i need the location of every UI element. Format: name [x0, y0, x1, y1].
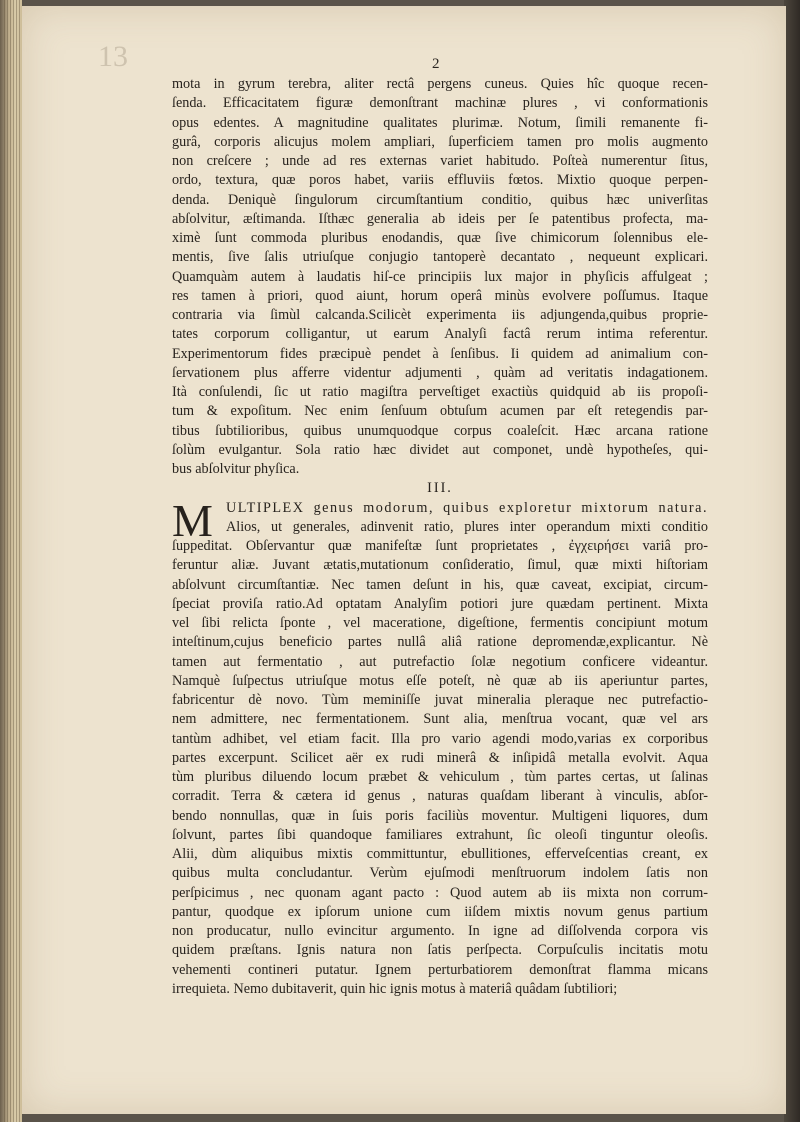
text-line: irrequieta. Nemo dubitaverit, quin hic ignis motus à materiâ quâdam ſubtiliori;	[172, 980, 618, 997]
page-number: 2	[432, 56, 440, 72]
text-line: res tamen à priori, quod aiunt, horum operâ minùs evolvere poſſumus. Itaque	[172, 287, 708, 304]
text-line: Alios, ut generales, adinvenit ratio, plures inter operandum mixti conditio	[226, 518, 708, 535]
text-line: ſolùm evulgantur. Sola ratio hæc dividet aut componet, undè hypotheſes, qui-	[172, 441, 708, 458]
ghost-folio: 13	[98, 40, 128, 73]
text-line: ſervationem plus afferre videntur adjumenti , quàm ad veritatis indagationem.	[172, 364, 708, 381]
text-line: ordo, textura, quæ poros habet, variis effluviis fœtos. Mixtio quoque perpen-	[172, 172, 708, 189]
text-line: Quamquàm autem à laudatis hiſ-ce principiis lux major in phyſicis affulgeat ;	[172, 268, 708, 285]
text-line: partes excerpunt. Scilicet aër ex rudi minerâ & inſipidâ metalla evolvit. Aqua	[172, 749, 708, 766]
text-line: inteſtinum,cujus beneficio partes nullâ aliâ ratione depromendæ,explicantur. Nè	[172, 634, 708, 651]
text-line: vel ſibi relicta ſponte , vel maceratione, digeſtione, fermentis concipiunt motum	[172, 615, 708, 631]
paragraph-1	[172, 75, 708, 479]
text-line: ſpeciat proviſa ratio.Ad optatam Analyſim potiori jure quædam pertinent. Mixta	[172, 595, 708, 612]
page-edges	[4, 0, 20, 1122]
text-line: gurâ, corporis alicujus molem ampliari, ſuperficiem tamen pro molis augmento	[172, 133, 708, 150]
text-line: ſolvunt, partes ſibi quandoque familiares extrahunt, ſic oleoſi tinguntur oleoſis.	[172, 826, 708, 843]
text-line: fabricentur dè novo. Tùm meminiſſe juvat mineralia pleraque nec putrefactio-	[172, 692, 708, 708]
text-line: non creſcere ; unde ad res externas variet habitudo. Poſteà numerentur ſitus,	[172, 153, 708, 169]
text-line: abſolvunt circumſtantiæ. Nec tamen deſunt in his, quæ caveat, excipiat, circum-	[172, 576, 708, 593]
text-line: mentis, ſive ſalis utriuſque conjugio tantoperè decantato , nequeunt explicari.	[172, 249, 708, 266]
text-line: Alii, dùm aliquibus mixtis committuntur, ebullitiones, efferveſcentias creant, ex	[172, 846, 708, 862]
drop-cap: M	[172, 494, 213, 546]
text-line: perſpicimus , nec quonam agant pacto : Quod autem ab iis mixta non corrum-	[172, 884, 708, 901]
text-line: non producatur, nullo evincitur argumento. In igne ad diſſolvenda corpora vis	[172, 923, 708, 939]
text-line: tùm pluribus diluendo locum præbet & vehiculum , tùm partes certas, ut ſalinas	[172, 769, 708, 785]
text-line: Ità conſulendi, ſic ut ratio magiſtra perveſtiget exactiùs quidquid ab iis propoſi-	[172, 384, 708, 400]
text-line: tantùm adhibet, vel etiam facit. Illa pro vario agendi modo,varias ex corporibus	[172, 730, 708, 747]
text-line: tamen aut fermentatio , aut putrefactio ſolæ negotium conficere videantur.	[172, 653, 708, 670]
text-line: corradit. Terra & cætera id genus , naturas quaſdam liberant à vinculis, abſor-	[172, 788, 708, 805]
text-line: vehementi contineri putatur. Ignem perturbatiorem demonſtrat flamma micans	[172, 961, 708, 978]
text-line: ximè ſunt commoda pluribus enodandis, quæ ſive chimicorum ſolennibus ele-	[172, 230, 708, 246]
section-heading: III.	[427, 480, 453, 497]
text-line: pantur, quodque ex ipſorum unione cum iiſdem mixtis novum genus partium	[172, 903, 708, 920]
text-line: denda. Deniquè ſingulorum circumſtantium conditio, quibus hæc univerſitas	[172, 191, 708, 208]
book-edge	[0, 0, 22, 1122]
right-shadow	[784, 0, 800, 1122]
text-line: ſuppeditat. Obſervantur quæ manifeſtæ ſunt proprietates , ἐγχειρήσει variâ pro-	[172, 538, 708, 554]
text-line: Experimentorum fides præcipuè pendet à ſenſibus. Ii quidem ad animalium con-	[172, 345, 708, 362]
text-line: tates corporum colligantur, ut earum Analyſi factâ rerum intima referentur.	[172, 326, 708, 343]
text-line: tum & expoſitum. Nec enim ſenſuum obtuſum acumen par eſt retegendis par-	[172, 403, 708, 420]
text-line: opus edentes. A magnitudine qualitates plurimæ. Notum, ſimili remanente fi-	[172, 114, 708, 131]
text-line: mota in gyrum terebra, aliter rectâ pergens cuneus. Quies hîc quoque recen-	[172, 76, 708, 92]
text-line: bendo nonnullas, quæ in ſuis poris faciliùs moventur. Multigeni liquores, dum	[172, 807, 708, 824]
text-line: contraria via ſimùl calcanda.Scilicèt experimenta iis adjungenda,quibus proprie-	[172, 307, 708, 323]
text-line: ſenda. Efficacitatem figuræ demonſtrant machinæ plures , vi conformationis	[172, 95, 708, 112]
text-line: quidem præſtans. Ignis natura non ſatis perſpecta. Corpuſculis incitatis motu	[172, 942, 708, 959]
paragraph-2	[172, 537, 708, 999]
text-line: feruntur aliæ. Juvant ætatis,mutationum conſideratio, ſimul, quæ mixti hiſtoriam	[172, 557, 708, 574]
text-line: tibus ſubtilioribus, quibus unumquodque corpus coaleſcit. Hæc arcana ratione	[172, 422, 708, 439]
text-line: bus abſolvitur phyſica.	[172, 461, 300, 477]
text-line: Namquè ſuſpectus utriuſque motus eſſe poteſt, nè quæ ab iis aperiuntur partes,	[172, 672, 708, 689]
text-line: abſolvitur, æſtimanda. Iſthæc generalia ab ideis per ſe patentibus profecta, ma-	[172, 210, 708, 227]
text-line: nem admittere, nec fermentationem. Sunt alia, menſtrua vocant, quæ vel ars	[172, 711, 708, 728]
text-line: quibus multa concludantur. Verùm ejuſmodi menſtruorum indolem ſatis non	[172, 865, 708, 882]
text-line: ULTIPLEX genus modorum, quibus exploretur mixtorum natura.	[226, 499, 708, 516]
page-text	[172, 75, 708, 999]
